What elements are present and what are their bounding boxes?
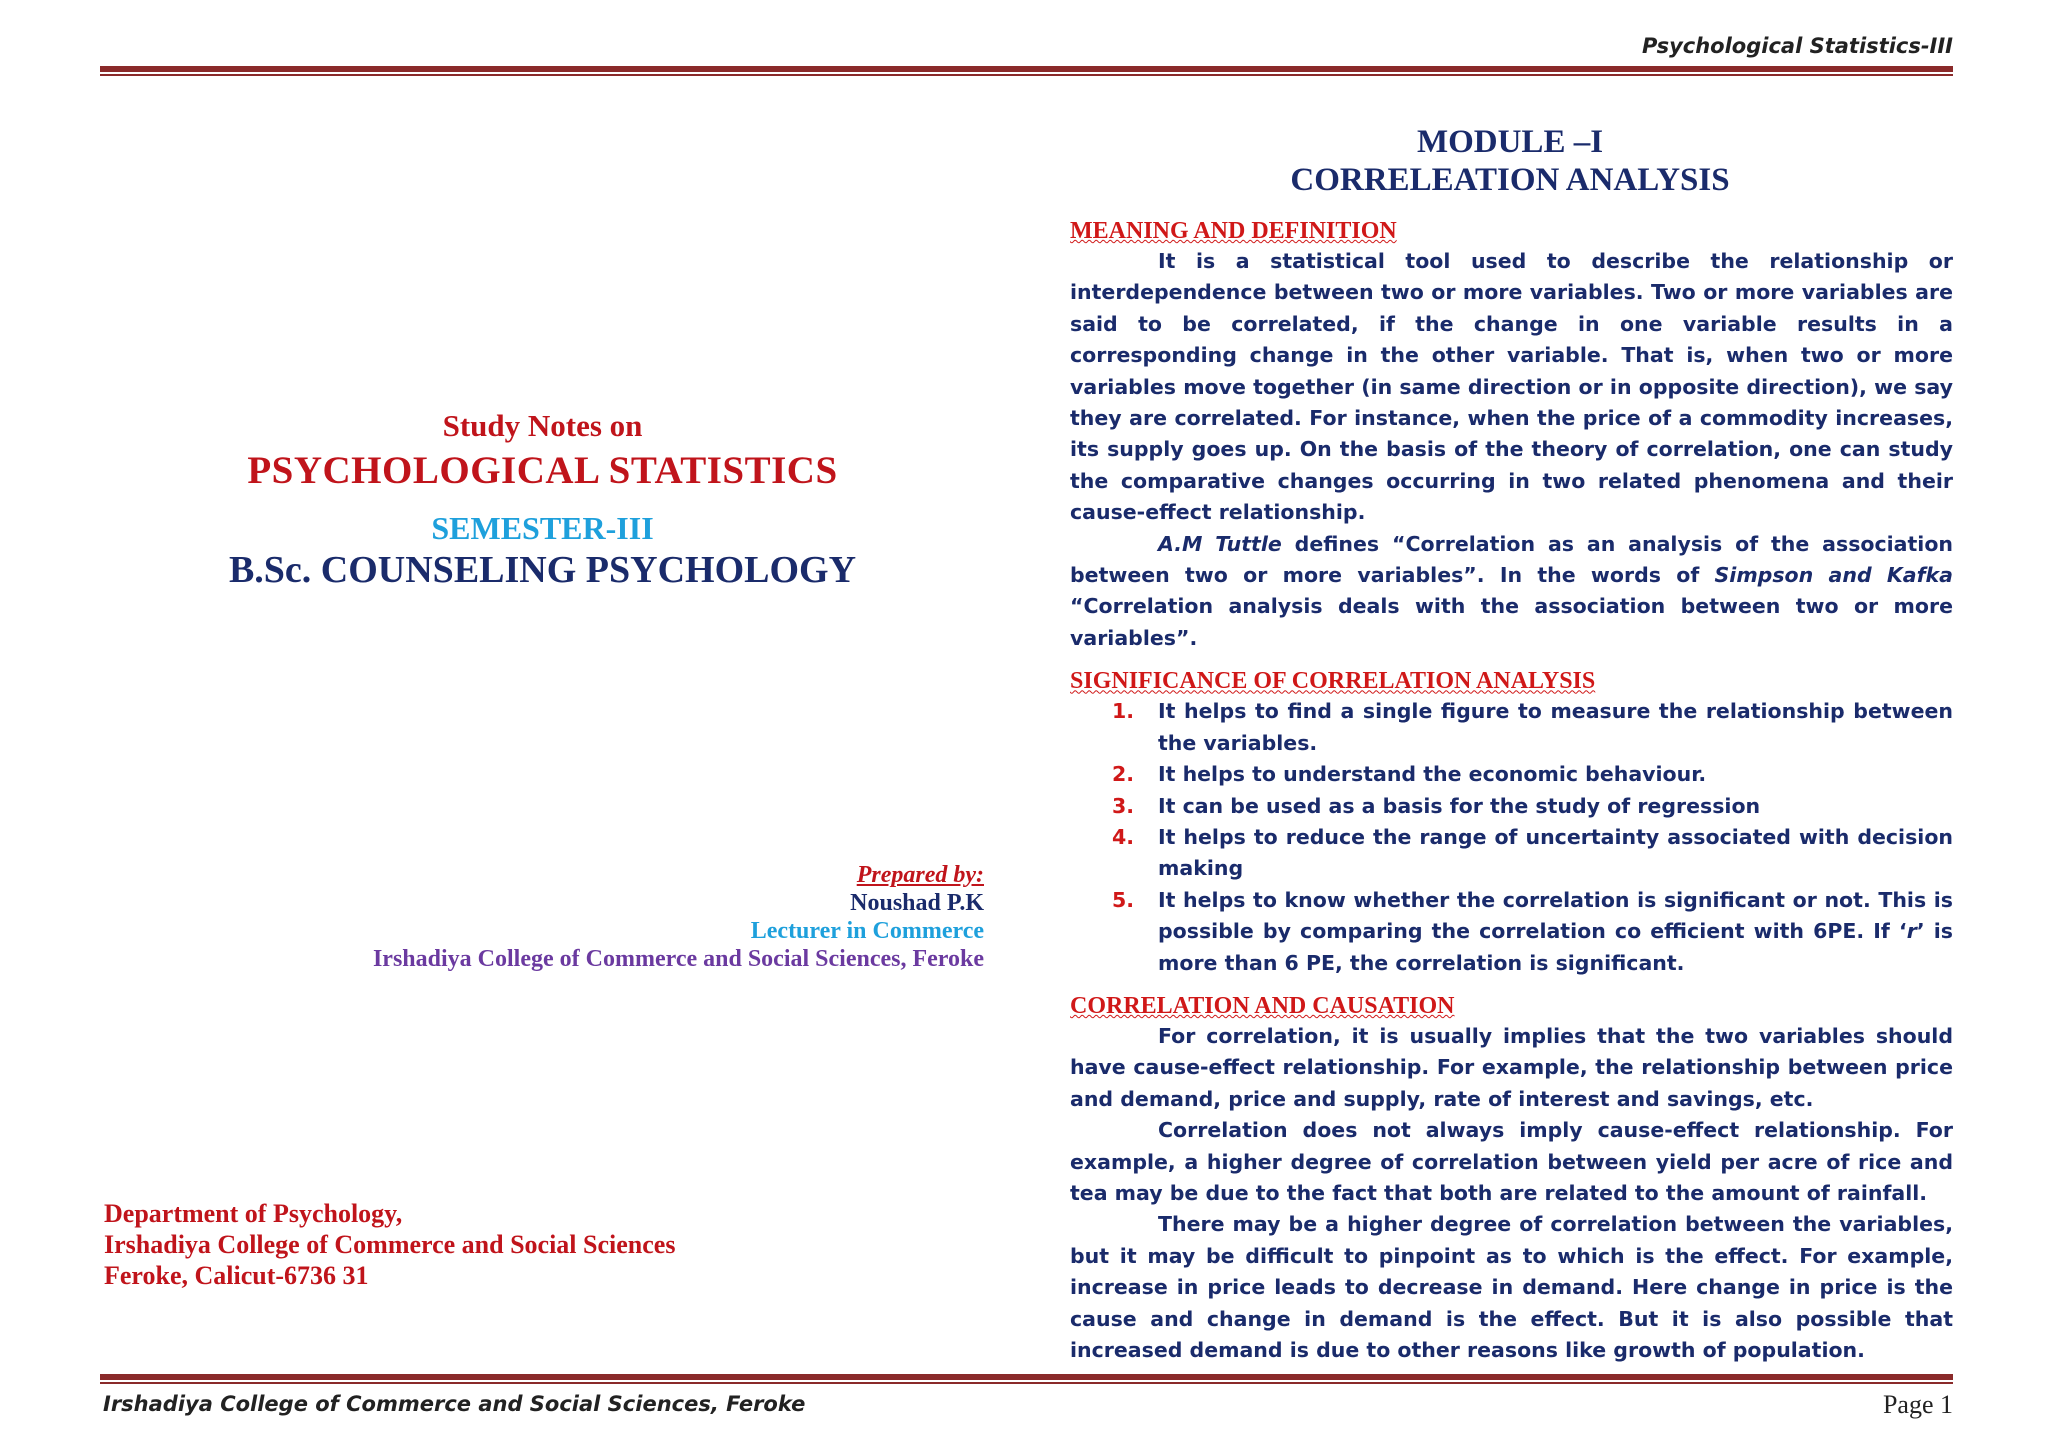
list-item bbox=[1070, 759, 1953, 790]
section-gap bbox=[1070, 979, 1953, 991]
list-item bbox=[1070, 822, 1953, 885]
definitions-paragraph bbox=[1070, 529, 1953, 655]
prepared-by-label: Prepared by: bbox=[856, 862, 984, 888]
causation-paragraph: For correlation, it is usually implies that the two variables should have cause-effect relationship. For example, the relationship between price and demand, price and supply, rate of interest and savings, etc. bbox=[1070, 1023, 1953, 1111]
significance-list bbox=[1070, 696, 1953, 979]
footer-rule-thin bbox=[100, 1382, 1953, 1384]
section-heading-significance: SIGNIFICANCE OF CORRELATION ANALYSIS bbox=[1070, 668, 1596, 695]
header-rule-thin bbox=[100, 74, 1953, 76]
cover-degree: B.Sc. COUNSELING PSYCHOLOGY bbox=[228, 549, 857, 591]
tuttle-text: defines “Correlation as an analysis of the association between two or more variables”. In the words of bbox=[1070, 531, 1953, 588]
list-number: 1. bbox=[1112, 699, 1135, 724]
header-rule-thick bbox=[100, 66, 1953, 72]
r-symbol: r bbox=[1906, 919, 1917, 944]
list-number: 4. bbox=[1112, 824, 1135, 849]
department-block bbox=[104, 1198, 675, 1291]
department-line: Feroke, Calicut-6736 31 bbox=[104, 1261, 369, 1290]
list-item-text: It helps to reduce the range of uncertainty associated with decision making bbox=[1158, 824, 1953, 881]
footer-rule bbox=[100, 1374, 1953, 1384]
causation-paragraph: Correlation does not always imply cause-effect relationship. For example, a higher degree of correlation between yield per acre of rice and tea may be due to the fact that both are related to the amount of rainfall. bbox=[1070, 1118, 1953, 1205]
header-title: Psychological Statistics-III bbox=[1641, 34, 1953, 58]
list-item-text: It can be used as a basis for the study of regression bbox=[1158, 793, 1761, 818]
header-rule bbox=[100, 66, 1953, 76]
list-number: 2. bbox=[1112, 762, 1135, 787]
module-content bbox=[1070, 216, 1953, 1366]
cover-semester: SEMESTER-III bbox=[431, 510, 654, 546]
section-heading-causation: CORRELATION AND CAUSATION bbox=[1070, 992, 1455, 1019]
author-tuttle: A.M Tuttle bbox=[1158, 531, 1282, 556]
list-item bbox=[1070, 791, 1953, 822]
causation-paragraph: There may be a higher degree of correlation between the variables, but it may be difficult to pinpoint as to which is the effect. For example, increase in price leads to decrease in demand. Here change in price is the cause and change in demand is the effect. But it is also possible that increased demand is due to other reasons like growth of population. bbox=[1070, 1212, 1953, 1362]
section-heading-meaning: MEANING AND DEFINITION bbox=[1070, 218, 1397, 244]
department-line: Department of Psychology, bbox=[104, 1199, 403, 1228]
author-college: Irshadiya College of Commerce and Social Sciences, Feroke bbox=[372, 946, 984, 972]
simpson-text: “Correlation analysis deals with the association between two or more variables”. bbox=[1070, 594, 1953, 650]
author-simpson-kafka: Simpson and Kafka bbox=[1714, 563, 1954, 588]
module-number: MODULE –I bbox=[1416, 124, 1604, 160]
list-number: 5. bbox=[1112, 887, 1135, 912]
cover-main-title: PSYCHOLOGICAL STATISTICS bbox=[247, 449, 838, 492]
department-line: Irshadiya College of Commerce and Social Sciences bbox=[104, 1230, 676, 1259]
cover-study-notes: Study Notes on bbox=[442, 408, 643, 443]
list-number: 3. bbox=[1112, 793, 1135, 818]
section-gap bbox=[1070, 654, 1953, 666]
list-item-text: ’ is more than 6 PE, the correlation is significant. bbox=[1158, 919, 1954, 975]
footer-rule-thick bbox=[100, 1374, 1953, 1380]
list-item-text: It helps to know whether the correlation is significant or not. This is possible by comparing the correlation co efficient with 6PE. If ‘ bbox=[1158, 887, 1953, 944]
author-name: Noushad P.K bbox=[850, 890, 984, 916]
list-item bbox=[1070, 885, 1953, 979]
list-item bbox=[1070, 696, 1953, 759]
list-item-text: It helps to understand the economic behaviour. bbox=[1158, 762, 1707, 787]
page-number: Page 1 bbox=[1882, 1390, 1953, 1419]
footer-college: Irshadiya College of Commerce and Social Sciences, Feroke bbox=[103, 1392, 806, 1416]
list-item-text: It helps to find a single figure to measure the relationship between the variables. bbox=[1158, 699, 1953, 755]
module-title: CORRELEATION ANALYSIS bbox=[1290, 162, 1730, 198]
meaning-paragraph: It is a statistical tool used to describe the relationship or interdependence between two or more variables. Two or more variables are said to be correlated, if the change in one variable results in a corresponding change in the other variable. That is, when two or more variables move together (in same direction or in opposite direction), we say they are correlated. For instance, when the price of a commodity increases, its supply goes up. On the basis of the theory of correlation, one can study the comparative changes occurring in two related phenomena and their cause-effect relationship. bbox=[1070, 249, 1953, 525]
author-role: Lecturer in Commerce bbox=[750, 918, 984, 944]
